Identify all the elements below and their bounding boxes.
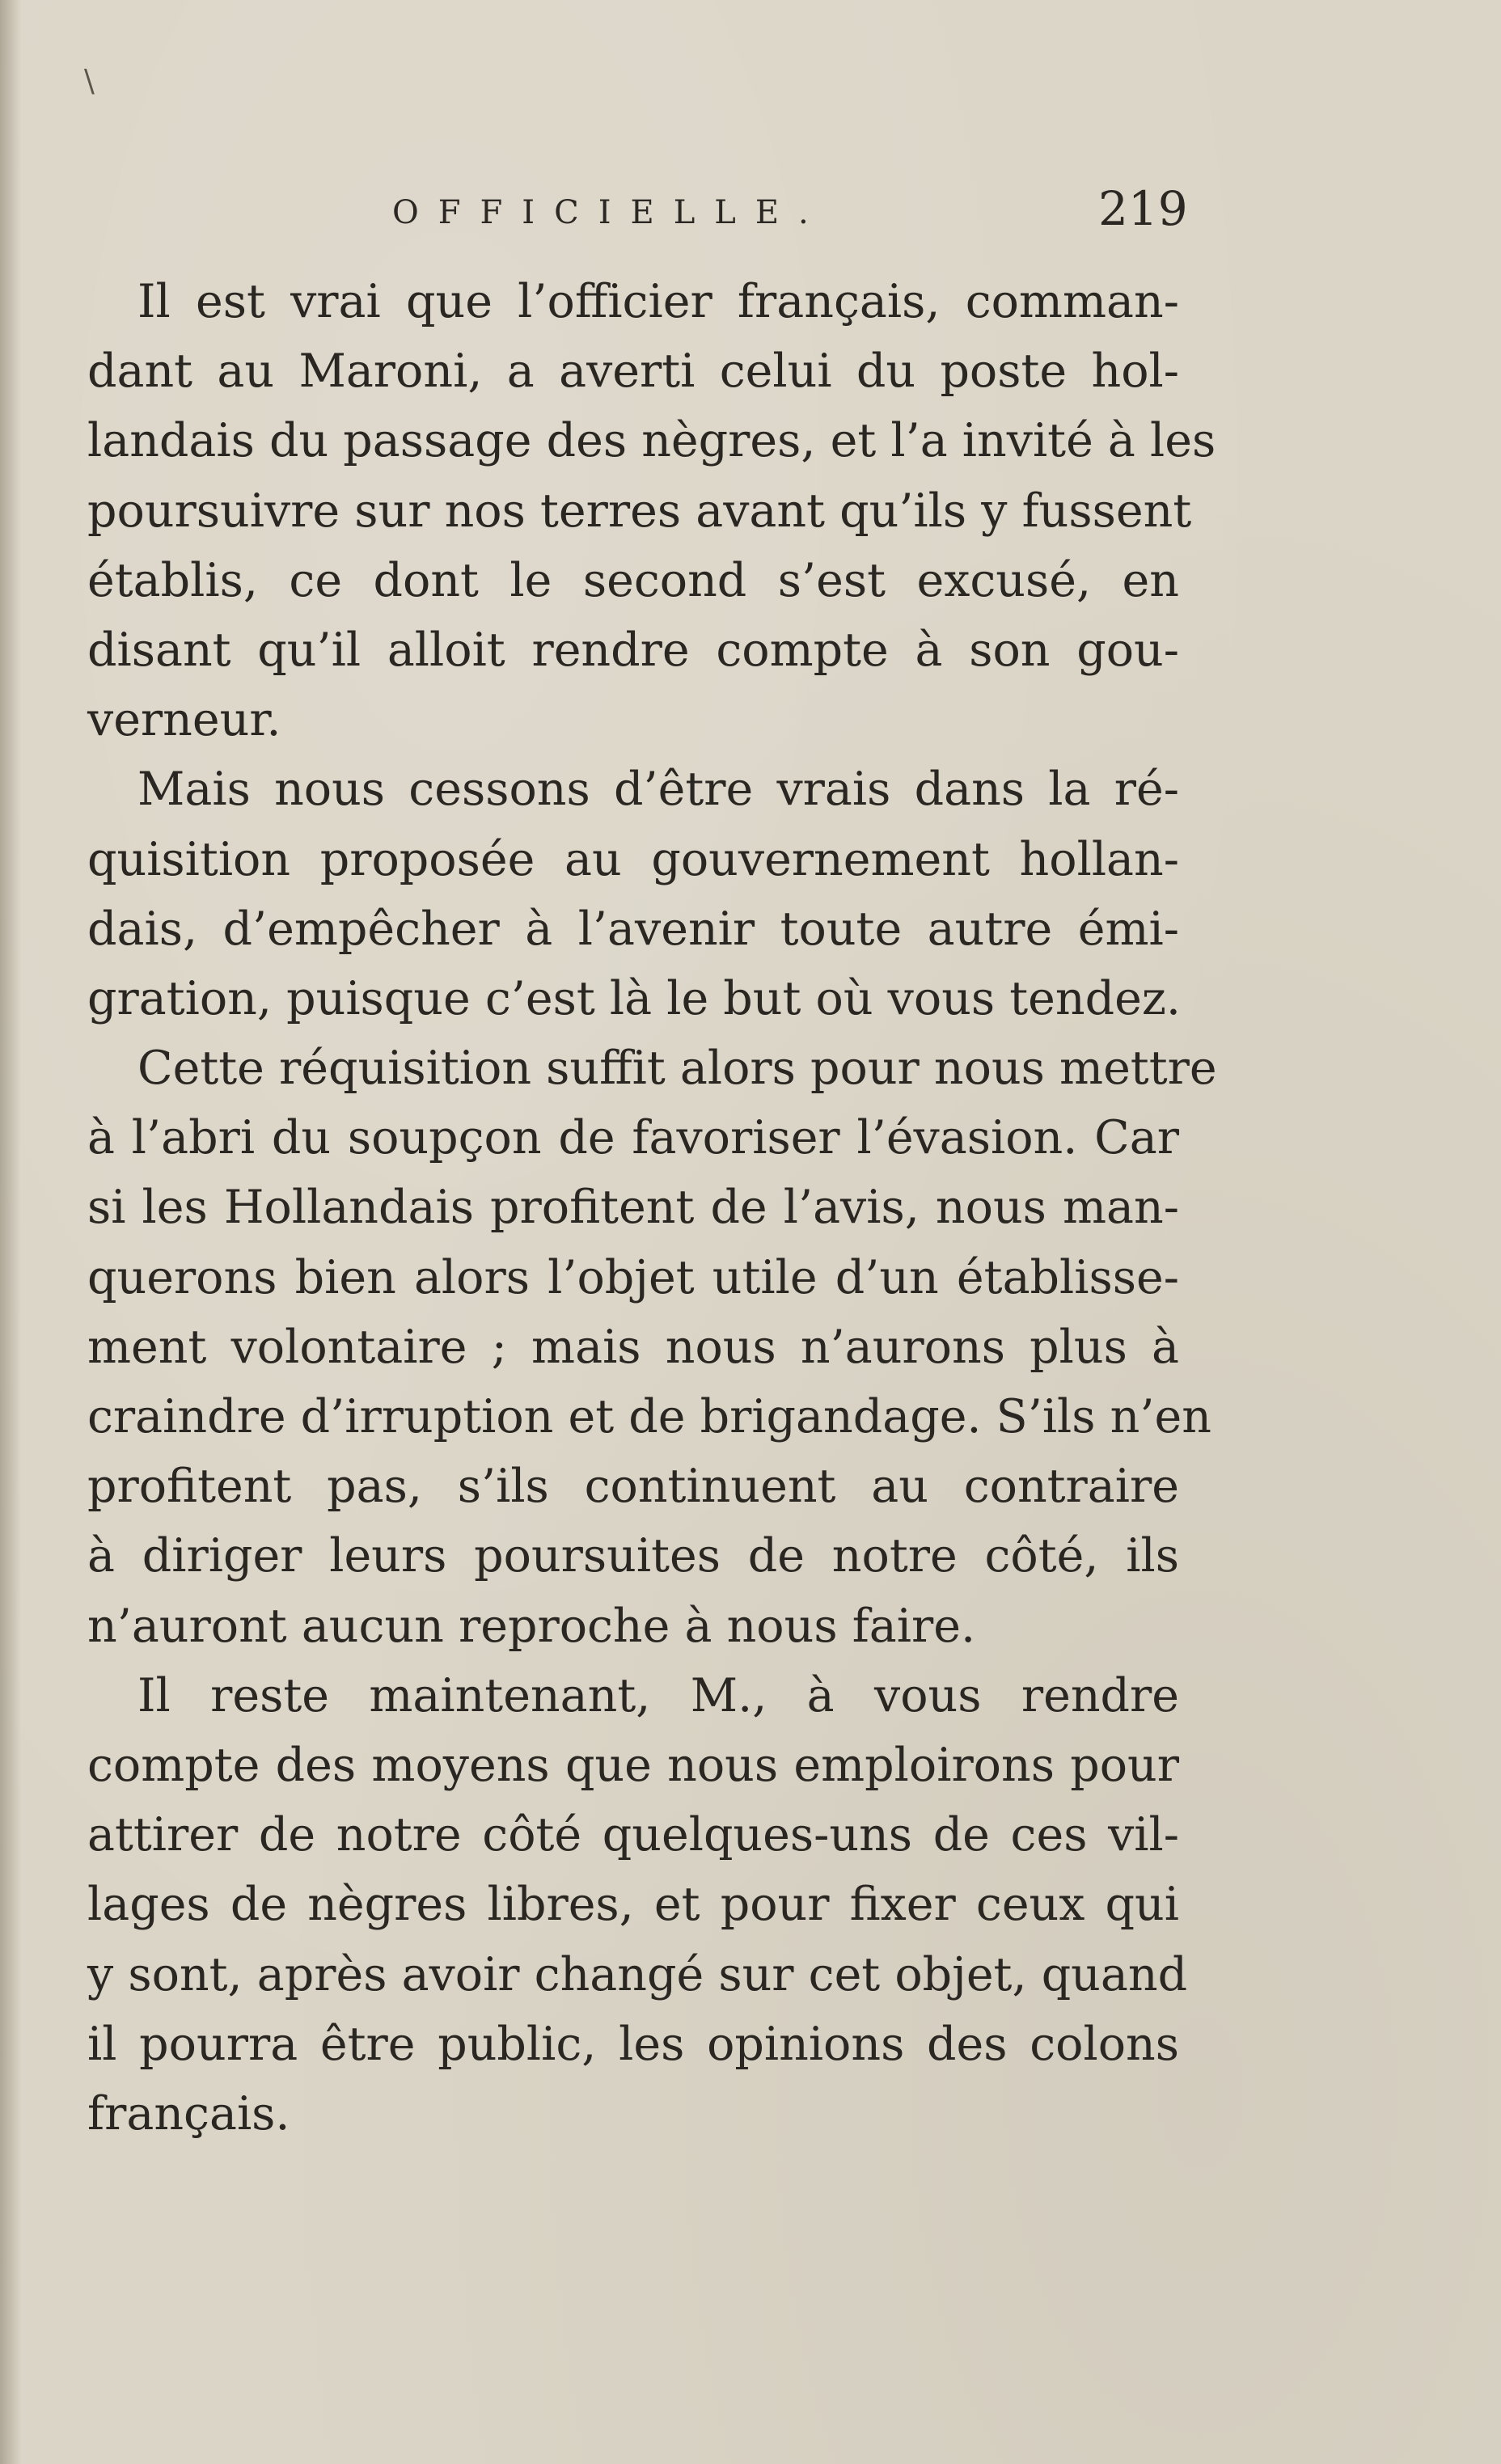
text-line: n’auront aucun reproche à nous faire. — [87, 1599, 976, 1653]
text-line: y sont, après avoir changé sur cet objet, quand — [87, 1947, 1188, 2001]
paragraph — [87, 754, 1179, 1033]
text-line: disant qu’il alloit rendre compte à son gou- — [87, 623, 1179, 677]
text-line: verneur. — [87, 693, 281, 747]
text-line: Il est vrai que l’officier français, comman- — [137, 275, 1179, 328]
text-line: quisition proposée au gouvernement hollan- — [87, 832, 1179, 886]
text-line: lages de nègres libres, et pour fixer ceux qui — [87, 1878, 1179, 1932]
text-line: il pourra être public, les opinions des colons — [87, 2017, 1179, 2071]
text-line: Mais nous cessons d’être vrais dans la ré- — [137, 763, 1179, 817]
paragraph — [87, 267, 1216, 754]
paragraph — [87, 1033, 1217, 1661]
body-text — [87, 267, 1217, 2149]
text-line: poursuivre sur nos terres avant qu’ils y fussent — [87, 484, 1192, 538]
text-line: dais, d’empêcher à l’avenir toute autre émi- — [87, 902, 1179, 956]
text-line: dant au Maroni, a averti celui du poste hol- — [87, 344, 1179, 399]
text-line: Cette réquisition suffit alors pour nous mettre — [137, 1042, 1217, 1096]
text-line: profitent pas, s’ils continuent au contraire — [87, 1460, 1179, 1514]
text-line: querons bien alors l’objet utile d’un établisse- — [87, 1250, 1179, 1304]
text-line: attirer de notre côté quelques-uns de ces vil- — [87, 1808, 1179, 1862]
text-line: Il reste maintenant, M., à vous rendre — [137, 1668, 1179, 1722]
page-number: 219 — [1098, 181, 1188, 236]
text-line: craindre d’irruption et de brigandage. S’ils n’en — [87, 1390, 1211, 1443]
text-line: ment volontaire ; mais nous n’aurons plus à — [87, 1320, 1179, 1374]
text-line: gration, puisque c’est là le but où vous tendez. — [87, 971, 1181, 1025]
text-line: établis, ce dont le second s’est excusé, en — [87, 553, 1179, 607]
text-line: compte des moyens que nous emploirons pour — [87, 1738, 1179, 1792]
running-head: OFFICIELLE. — [392, 194, 828, 231]
paragraph — [87, 1661, 1188, 2149]
text-line: à l’abri du soupçon de favoriser l’évasion. Car — [87, 1111, 1179, 1165]
text-line: français. — [87, 2086, 290, 2141]
corner-mark: \ — [84, 63, 95, 99]
text-line: landais du passage des nègres, et l’a invité à les — [87, 414, 1216, 468]
text-line: à diriger leurs poursuites de notre côté, ils — [87, 1529, 1179, 1583]
text-line: si les Hollandais profitent de l’avis, nous man- — [87, 1181, 1179, 1235]
gutter-shadow — [0, 0, 21, 2464]
